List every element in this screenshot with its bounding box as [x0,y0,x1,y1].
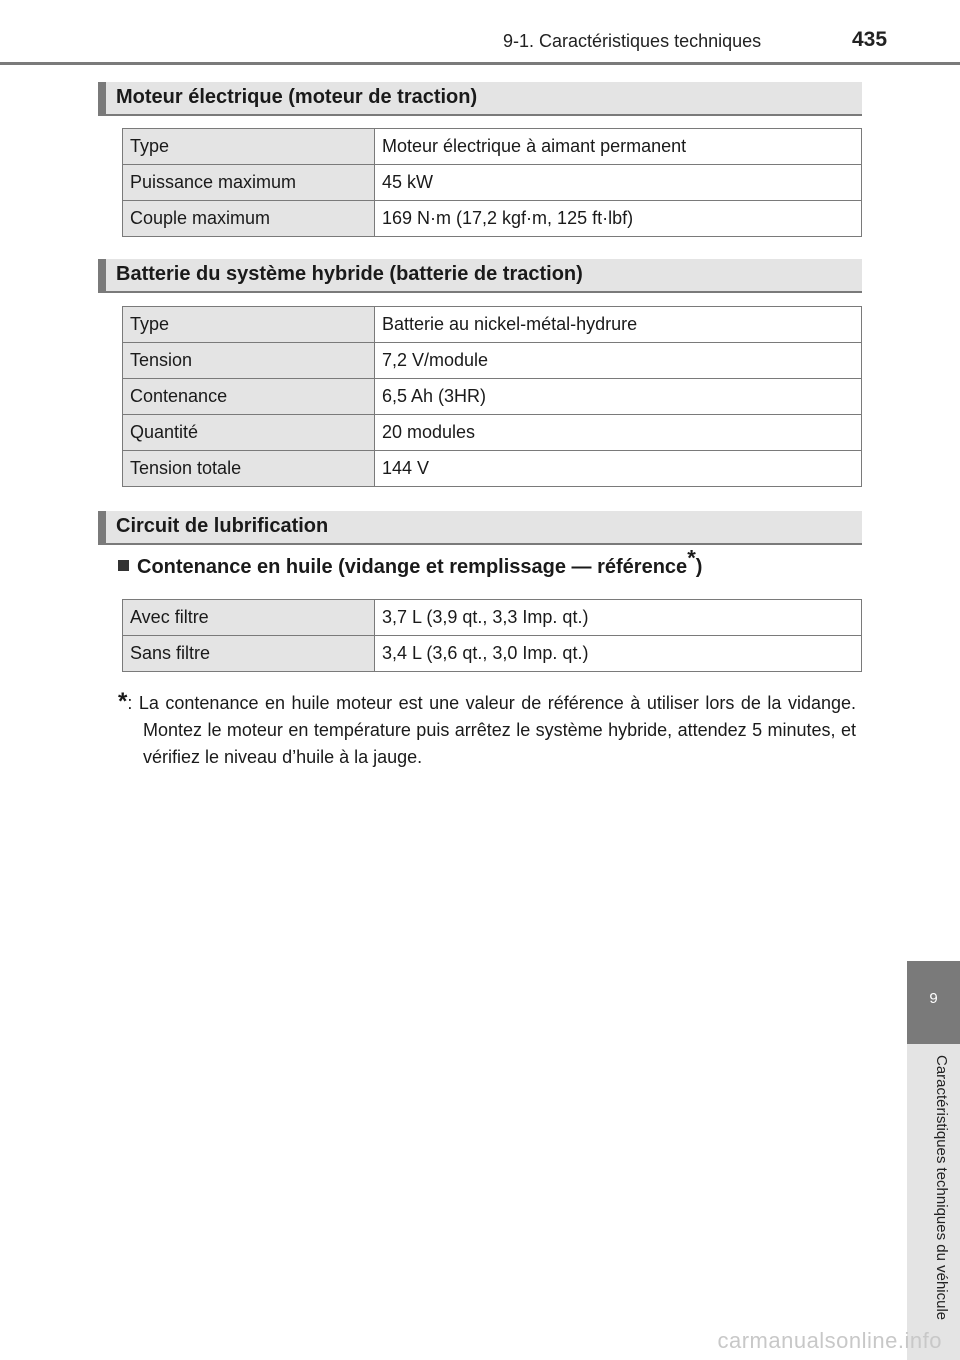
spec-value: Moteur électrique à aimant permanent [375,129,862,165]
footnote [118,688,856,771]
spec-value: Batterie au nickel-métal-hydrure [375,307,862,343]
spec-value: 3,4 L (3,6 qt., 3,0 Imp. qt.) [375,636,862,672]
table-row [123,165,862,201]
table-row [123,636,862,672]
header-divider [0,62,960,65]
table-row [123,600,862,636]
hybrid-battery-spec-table [122,306,862,487]
oil-capacity-subheading [118,545,703,579]
table-row [123,415,862,451]
oil-capacity-table [122,599,862,672]
table-row [123,307,862,343]
spec-label: Quantité [123,415,375,451]
spec-value: 144 V [375,451,862,487]
footnote-text: : La contenance en huile moteur est une valeur de référence à utiliser lors de la vidange. Montez le moteur en température puis arrêtez le système hybride, attendez 5 minutes, et vérifiez le niveau d’huile à la jauge. [127,693,856,767]
spec-label: Contenance [123,379,375,415]
section-heading-electric-motor: Moteur électrique (moteur de traction) [98,82,862,116]
spec-label: Tension totale [123,451,375,487]
page-number: 435 [852,28,888,51]
footnote-body [118,688,856,771]
chapter-tab: 9 [907,961,960,1044]
spec-value: 3,7 L (3,9 qt., 3,3 Imp. qt.) [375,600,862,636]
section-heading-lubrication: Circuit de lubrification [98,511,862,545]
spec-value: 6,5 Ah (3HR) [375,379,862,415]
spec-label: Tension [123,343,375,379]
asterisk-mark: * [687,545,696,571]
table-row [123,129,862,165]
table-row [123,343,862,379]
footnote-asterisk: * [118,688,128,715]
table-row [123,201,862,237]
spec-value: 7,2 V/module [375,343,862,379]
table-row [123,379,862,415]
section-heading-hybrid-battery: Batterie du système hybride (batterie de traction) [98,259,862,293]
subheading-close: ) [695,556,703,578]
spec-label: Couple maximum [123,201,375,237]
electric-motor-spec-table [122,128,862,237]
watermark: carmanualsonline.info [717,1328,942,1353]
subheading-text: Contenance en huile (vidange et remplissage — référence [137,556,688,578]
spec-value: 45 kW [375,165,862,201]
spec-value: 169 N·m (17,2 kgf·m, 125 ft·lbf) [375,201,862,237]
header-section-title: 9-1. Caractéristiques techniques [503,31,762,51]
spec-label: Sans filtre [123,636,375,672]
spec-value: 20 modules [375,415,862,451]
chapter-label: Caractéristiques techniques du véhicule [933,1055,950,1321]
table-row [123,451,862,487]
spec-label: Avec filtre [123,600,375,636]
square-bullet-icon [118,560,129,571]
spec-label: Type [123,129,375,165]
spec-label: Type [123,307,375,343]
spec-label: Puissance maximum [123,165,375,201]
